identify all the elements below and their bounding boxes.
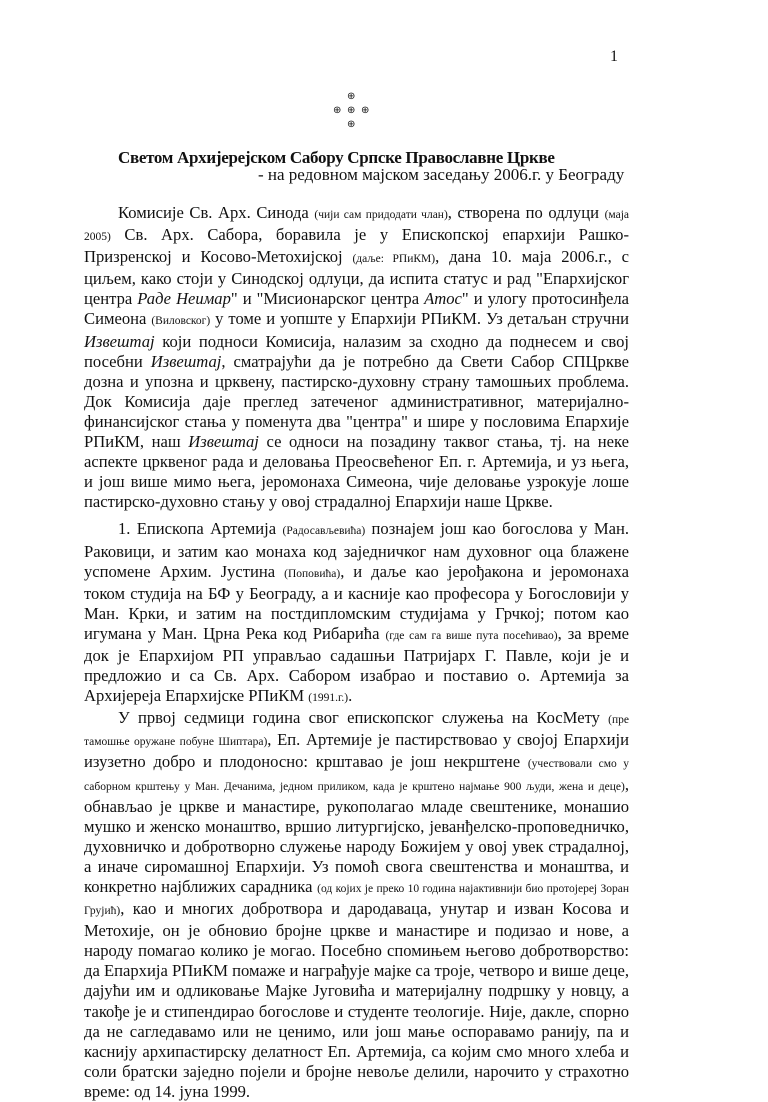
text: . [348, 686, 353, 706]
note: (где сам га више пута посећивао) [385, 629, 558, 642]
text: У првој седмици година свог епископског служења на КосМету [118, 708, 609, 728]
document-body [84, 203, 629, 1102]
note: (пре тамошње оружане побуне Шиптара) [84, 714, 629, 749]
note: (даље: РПиКМ) [352, 253, 436, 266]
ornament-center: ⊕ [347, 105, 356, 116]
text: , Еп. Артемије је пастирствовао у својој Епархији изузетно добро и плодоносно: крштавао је још некрштене [84, 730, 629, 772]
text: Комисије Св. Арх. Синода [118, 203, 315, 222]
emphasis: Извештај [84, 331, 155, 351]
paragraph-1 [84, 519, 629, 708]
cross-ornament-icon [332, 92, 372, 132]
text: , обнављао је цркве и манастире, рукополагао младе свештенике, монашио мушко и женско монаштво, вршио литургијско, јеванђелско-проповедничко, духовничко и добротворно служење народу Божијем у овој увек страдалној, а иначе сиромашној Епархији. Уз помоћ свога свештенства и монаштва, и конкретно најближих сарадника [84, 774, 629, 896]
text: , као и многих добротвора и дародаваца, унутар и изван Косова и Метохије, он је обновио бројне цркве и манастире и подизао и нове, а народу помагао колико је могао. Посебно спомињем његово добротворство: да Епархија РПиКМ помаже и награђује мајке са троје, четворо и више деце, дајући им и одликовање Мајке Југовића и материјалну подршку у новцу, а такође је и стипендирао богослове и студенте теологије. Није, дакле, спорно да не сагледавамо или не ценимо, или још мање оспоравамо ранију, па и каснију архипастирску делатност Еп. Артемија, са којим смо много хлеба и соли братски заједно појели и бројне невоље делили, нарочито у страхотно време: од 14. јуна 1999. [84, 899, 629, 1101]
note: (1991.г.) [308, 692, 349, 705]
text: , за време док је Епархијом РП управљао садашњи Патријарх Г. Павле, који је и предложио и са Св. Арх. Сабором изабрао и поставио о. Артемија за Архијереја Епархијске РПиКМ [84, 623, 629, 706]
text: 1. Епископа Артемија [118, 519, 283, 539]
text: , сматрајући да је потребно да Свети Сабор СПЦркве дозна и упозна и црквену, пастирско-духовну страну тамошњих проблема. Док Комисија даје преглед затеченог административног, материјално-финансијског стања у поменута два "центра" и шире у пословима Епархије РПиКМ, наш [84, 351, 630, 452]
text: " и улогу протосинђела Симеона [84, 289, 630, 329]
text: , и даље као јерођакона и јеромонаха током студија на БФ у Београду, а и касније као професора у Богословији у Ман. Крки, и затим на постдипломским студијама у Грчкој; потом као игумана у Ман. Црна Река код Рибарића [84, 561, 629, 643]
text: се односи на позадину таквог стања, тј. на неке аспекте црквеног рада и деловања Преосвећеног Еп. г. Артемија, и уз њега, и још више мимо њега, јеромонаха Симеона, чије деловање узрокује лоше пастирско-духовно стању у овој страдалној Епархији наше Цркве. [84, 432, 629, 512]
text: у томе и уопште у Епархији РПиКМ. Уз детаљан стручни [210, 309, 629, 329]
text: , створена по одлуци [447, 203, 605, 222]
text: Св. Арх. Сабора, боравила је у Епископској епархији Рашко-Призренској и Косово-Метохијској [84, 225, 629, 267]
ornament-bottom: ⊕ [347, 119, 356, 130]
text: , дана 10. маја 2006.г., с циљем, како стоји у Синодској одлуци, да испита статус и рад "Епархијског центра [84, 247, 629, 309]
note: (Радосављевића) [282, 525, 366, 538]
note: (од којих је преко 10 година најактивнији био протојереј Зоран Грујић) [84, 883, 630, 918]
text: " и "Мисионарског центра [230, 289, 425, 309]
text: који подноси Комисија, налазим за сходно да поднесем и свој посебни [84, 331, 629, 371]
note: (Виловског) [151, 315, 211, 328]
paragraph-2 [84, 708, 629, 1102]
emphasis: Извештај [150, 351, 222, 371]
ornament-top: ⊕ [347, 91, 356, 102]
ornament-right: ⊕ [361, 105, 370, 116]
paragraph-intro [84, 203, 629, 512]
ornament-left: ⊕ [333, 105, 342, 116]
page-number: 1 [610, 48, 618, 65]
note: (учествовали смо у саборном крштењу у Ман. Дечанима, једном приликом, када је крштено најмање 900 људи, жена и деце) [84, 758, 629, 793]
emphasis: Атос [424, 289, 462, 309]
emphasis: Извештај [188, 432, 259, 452]
document-subtitle: - на редовном мајском заседању 2006.г. у Београду [258, 165, 625, 184]
document-title: Светом Архијерејском Сабору Српске Православне Цркве [118, 148, 555, 167]
text: познајем још као богослова у Ман. Раковици, и затим као монаха код заједничког нам духовног оца блажене успомене Архим. Јустина [84, 519, 629, 581]
note: (Поповића) [284, 567, 341, 580]
note: (маја 2005) [84, 209, 630, 244]
emphasis: Раде Неимар [137, 289, 231, 309]
note: (чији сам придодати члан) [314, 209, 448, 221]
